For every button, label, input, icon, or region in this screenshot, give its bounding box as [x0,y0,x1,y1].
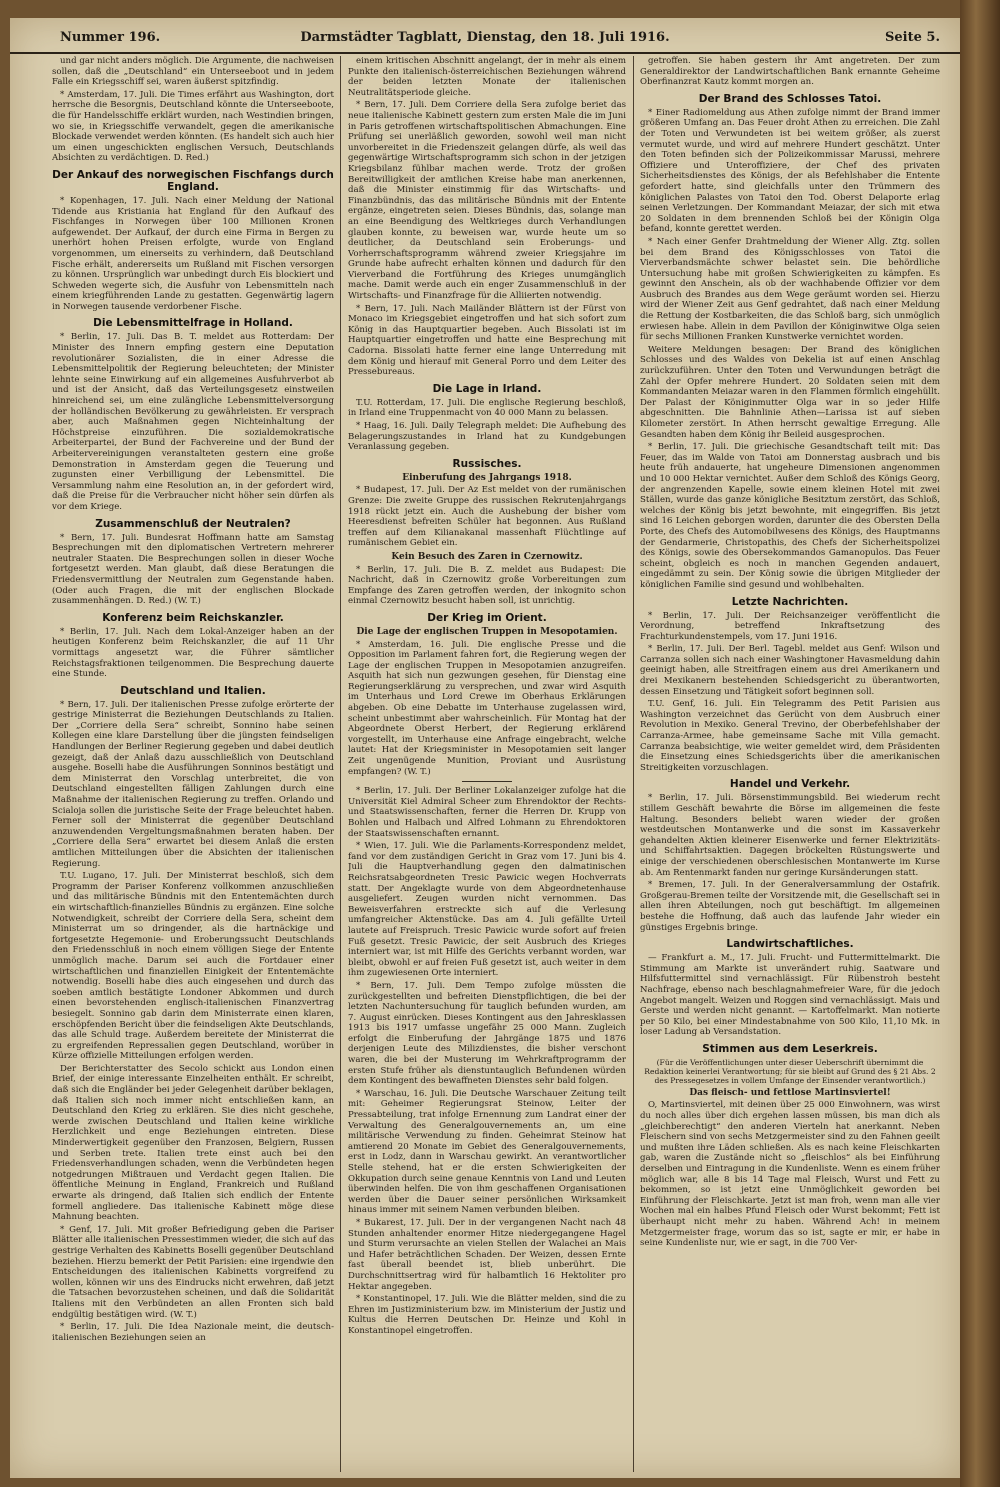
article-headline: Letzte Nachrichten. [731,595,849,608]
article-paragraph: * Berlin, 17. Juli. Der Berl. Tagebl. meldet aus Genf: Wilson und Carranza sollen sich nach einer Washingtoner Havasmeldung dahin geeinigt haben, alle Streitfragen einem aus drei Amerikanern und drei Mexikanern bestehenden Schiedsgericht zu überantworten, dessen Einsetzung und Tätigkeit sofort beginnen soll. [640,644,940,697]
article-headline: Konferenz beim Reichskanzler. [102,611,284,624]
article-paragraph: * Bukarest, 17. Juli. Der in der vergangenen Nacht nach 48 Stunden anhaltender enormer Hitze niedergegangene Hagel und Sturm verursachte an vielen Stellen der Walachei an Mais und Hafer beträchtlichen Schaden. Der Weizen, dessen Ernte fast überall beendet ist, blieb unberührt. Die Durchschnittsertrag wird für halbamtlich 16 Hektoliter pro Hektar angegeben. [348,1217,626,1292]
separator-line [462,781,512,782]
article-paragraph: * Berlin, 17. Juli. Die griechische Gesandtschaft teilt mit: Das Feuer, das im Walde von Tatoi am Donnerstag ausbrach und bis heute früh andauerte, hat ungeheure Dimensionen angenommen und 10 000 Hektar vernichtet. Außer dem Schloß des Königs Georg, der angrenzenden Kapelle, sowie einem kleinen Hotel mit zwei Ställen, wurde das ganze königliche Besitztum zerstört, das Schloß, welches der König bis jetzt bewohnte, mit eingegriffen. Bis jetzt sind 16 Leichen geborgen worden, darunter die des Obersten Della Porte, des Chefs des Automobilwesens des Königs, des Hauptmanns der Gendarmerie, Christopathis, des Chefs der Sicherheitspolizei des Königs, sowie des Obersekommandos Gamanopulos. Das Feuer scheint, obgleich es noch in manchen Gegenden andauert, eingedämmt zu sein. Der König sowie die übrigen Mitglieder der königlichen Familie sind gesund und wohlbehalten. [640,442,940,590]
article-paragraph: T.U. Genf, 16. Juli. Ein Telegramm des Petit Parisien aus Washington verzeichnet das Gerücht von dem Ausbruch einer Revolution in Mexiko. General Trevino, der Oberbefehlshaber der Carranza-Armee, habe gemeinsame Sache mit Villa gemacht. Carranza beabsichtige, wie weiter gemeldet wird, dem Präsidenten die Einsetzung eines Schiedsgerichts über die amerikanischen Streitigkeiten vorzuschlagen. [640,699,940,773]
article-paragraph: * Kopenhagen, 17. Juli. Nach einer Meldung der National Tidende aus Kristiania hat England für den Aufkauf des Fischfanges in Norwegen über 100 Millionen Kronen aufgewendet. Der Aufkauf, der durch eine Firma in Bergen zu unerhört hohen Preisen erfolgte, wurde von England vorgenommen, um einerseits zu verhindern, daß Deutschland Fische erhält, andererseits um Rußland mit Fischen versorgen zu können. Ursprünglich war unbedingt durch Eis blockiert und Schweden wegerte sich, die Ausfuhr von Lebensmitteln nach einem kriegführenden Lande zu gestatten. Gegenwärtig lagern in Norwegen tausende verdorbener Fische. [52,195,334,312]
article-paragraph: T.U. Lugano, 17. Juli. Der Ministerrat beschloß, sich dem Programm der Pariser Konferenz vollkommen anzuschließen und das militärische Bündnis mit den Ententemächten durch ein wirtschaftlich-finanzielles Bündnis zu ergänzen. Eine solche Notwendigkeit, schreibt der Corriere della Sera, scheint dem Ministerrat um so dringender, als die hartnäckige und fortgesetzte Hegemonie- und Eroberungssucht Deutschlands den Friedensschluß in noch einem völligen Siege der Entente unmöglich mache. Darum sei auch die Fortdauer einer wirtschaftlichen und finanziellen Einigkeit der Ententemächte notwendig. Boselli habe dies auch eingesehen und durch das soeben amtlich bestätigte Londoner Abkommen und durch einen bevorstehenden englisch-italienischen Finanzvertrag besiegelt. Sonnino gab darin dem Ministerrate einen klaren, erschöpfenden Bericht über die feindseligen Akte Deutschlands, das alle Schuld trage. Außerdem bereitete der Ministerrat die zu ergreifenden Repressalien gegen Deutschland, worüber in Kürze offizielle Mitteilungen erfolgen werden. [52,871,334,1062]
article-paragraph: * Nach einer Genfer Drahtmeldung der Wiener Allg. Ztg. sollen bei dem Brand des Königsschlosses von Tatoi die Vierverbandsmächte schwer belastet sein. Die behördliche Untersuchung habe mit großen Schwierigkeiten zu kämpfen. Es gewinnt den Anschein, als ob der wachhabende Offizier vor dem Ausbruch des Brandes aus dem Wege geräumt worden sei. Hierzu wird der Wiener Zeit aus Genf gedrahtet, daß nach einer Meldung die Rettung der Kostbarkeiten, die das Schloß barg, sich unmöglich erwiesen habe. Allein in dem Pavillon der Königinwitwe Olga seien für sechs Millionen Franken Kunstwerke vernichtet worden. [640,236,940,343]
article-headline: Stimmen aus dem Leserkreis. [702,1042,878,1055]
article-headline: Die Lage in Irland. [432,382,542,395]
article-paragraph: * Bern, 17. Juli. Dem Corriere della Sera zufolge beriet das neue italienische Kabinett gestern zum ersten Male die im Juni in Paris getroffenen wirtschaftspolitischen Abmachungen. Eine Prüfung sei unerläßlich geworden, sowohl weil man nicht unvorbereitet in die Friedenszeit gelangen dürfe, als weil das gegenwärtige Wirtschaftsprogramm sich schon in der jetzigen Kriegsbilanz fühlbar machen werde. Trotz der großen Bereitwilligkeit der amtlichen Kreise habe man anerkennen, daß die Minister einstimmig für das Wirtschafts- und Finanzbündnis, das das militärische Bündnis mit der Entente ergänze, eingetreten seien. Dieses Bündnis, das, solange man an eine Beendigung des Weltkrieges durch Verhandlungen glauben konnte, zu beweisen war, wurde heute um so deutlicher, da Deutschland sein Eroberungs- und Vorherrschaftsprogramm während zweier Kriegsjahre im Grunde habe aufrecht erhalten können und dadurch für den Vierverband die Fortführung des Krieges unumgänglich mache. Damit werde auch ein enger Zusammenschluß in der Wirtschafts- und Finanzfrage für die Alliierten notwendig. [348,100,626,302]
article-paragraph: * Bern, 17. Juli. Bundesrat Hoffmann hatte am Samstag Besprechungen mit den diplomatischen Vertretern mehrerer neutraler Staaten. Die Besprechungen sollen in dieser Woche fortgesetzt werden. Man glaubt, daß diese Beratungen die Friedensvermittlung der Neutralen zum Gegenstande haben. (Oder auch Fragen, die mit der englischen Blockade zusammenhängen. D. Red.) (W. T.) [52,532,334,607]
masthead [10,18,960,54]
article-paragraph: * Berlin, 17. Juli. Die Idea Nazionale meint, die deutsch-italienischen Beziehungen seien an [52,1322,334,1343]
columns [52,56,952,1472]
article-paragraph: * Bremen, 17. Juli. In der Generalversammlung der Ostafrik. Großgerau-Bremen teilte der Vorsitzende mit, die Gesellschaft sei in allen ihren Abteilungen, noch gut beschäftigt. Im allgemeinen bestehe die Hoffnung, daß auch das laufende Jahr wieder ein günstiges Ergebnis bringe. [640,880,940,933]
newspaper-title: Darmstädter Tagblatt, Dienstag, den 18. Juli 1916. [300,30,670,45]
article-headline: Landwirtschaftliches. [726,938,854,951]
article-paragraph: einem kritischen Abschnitt angelangt, der in mehr als einem Punkte den italienisch-österreichischen Beziehungen während der beiden letzten Monate der italienischen Neutralitätsperiode gleiche. [348,56,626,98]
column-rule [633,56,634,1472]
article-paragraph: * Bern, 17. Juli. Der italienischen Presse zufolge erörterte der gestrige Ministerrat die Beziehungen Deutschlands zu Italien. Der „Corriere della Sera“ schreibt, Sonnino habe seinen Kollegen eine klare Darstellung über die jüngsten feindseligen Handlungen der Berliner Regierung gegeben und dabei deutlich gezeigt, daß der Anlaß dazu ausschließlich von Deutschland ausgehe. Boselli habe die Ausführungen Sonninos bestätigt und dem Ministerrat den Vorschlag unterbreitet, die von Deutschland eingestellten fälligen Zahlungen durch eine Maßnahme der italienischen Regierung zu treffen. Orlando und Scialoja sollen die juristische Seite der Frage beleuchtet haben. Ferner soll der Ministerrat die gegenüber Deutschland anzuwendenden Vergeltungsmaßnahmen beraten haben. Der „Corriere della Sera“ erwartet bei diesem Anlaß die ersten amtlichen Mitteilungen über die Absichten der italienischen Regierung. [52,699,334,869]
page-number: Seite 5. [885,30,940,45]
article-paragraph: * Berlin, 17. Juli. Die B. Z. meldet aus Budapest: Die Nachricht, daß in Czernowitz große Vorbereitungen zum Empfange des Zaren getroffen werden, der inkognito schon einmal Czernowitz besucht haben soll, ist unrichtig. [348,564,626,607]
article-paragraph: * Bern, 17. Juli. Dem Tempo zufolge müssten die zurückgestellten und befreiten Dienstpflichtigen, die bei der letzten Nachuntersuchung für tauglich befunden wurden, am 7. August einrücken. Dieses Kontingent aus den Jahresklassen 1913 bis 1917 umfasse ungefähr 25 000 Mann. Zugleich erfolgt die Einberufung der Jahrgänge 1875 und 1876 derjenigen Leute des Milizdienstes, die bisher verschont waren, die bei der Musterung im Wehrkraftprogramm der ersten Stufe früher als dienstuntauglich Befundenen würden dem Kontingent des bewaffneten Dienstes sehr bald folgen. [348,980,626,1087]
article-paragraph: * Haag, 16. Juli. Daily Telegraph meldet: Die Aufhebung des Belagerungszustandes in Irland hat zu Kundgebungen Veranlassung gegeben. [348,421,626,453]
article-paragraph: * Amsterdam, 17. Juli. Die Times erfährt aus Washington, dort herrsche die Besorgnis, Deutschland könnte die Unterseeboote, die für Handelsschiffe erklärt wurden, nach Westindien bringen, wo sie, in Kriegsschiffe verwandelt, gegen die amerikanische Blockade verwendet werden könnten. (Es handelt sich auch hier um einen ungeschickten englischen Versuch, Deutschlands Absichten zu verdächtigen. D. Red.) [52,89,334,164]
article-headline: Handel und Verkehr. [729,778,851,791]
article-paragraph: Der Berichterstatter des Secolo schickt aus London einen Brief, der einige interessante Einzelheiten enthält. Er schreibt, daß sich die Engländer bei jeder Gelegenheit darüber beklagen, daß Italien sich noch immer nicht entschließen kann, an Deutschland den Krieg zu erklären. Sie dies nicht geschehe, werde zwischen Deutschland und Italien keine wirkliche Herzlichkeit und enge Beziehungen eintreten. Diese Minderwertigkeit gegenüber den Franzosen, Belgiern, Russen und Serben trete. Italien trete einst auch bei den Friedensverhandlungen schaden, wenn die Verbündeten hegen notgedrungen Mißtrauen und Verdacht gegen Italien. Die öffentliche Meinung in England, Frankreich und Rußland erwarte als dringend, daß Italien sich endlich der Entente formell angliedere. Das italienische Kabinett möge diese Mahnung beachten. [52,1063,334,1223]
article-subheadline: Die Lage der englischen Truppen in Mesopotamien. [356,626,618,637]
article-paragraph: und gar nicht anders möglich. Die Argumente, die nachweisen sollen, daß die „Deutschland“ ein Unterseeboot und in jedem Falle ein Kriegsschiff sei, waren äußerst spitzfindig. [52,56,334,88]
article-paragraph: O, Martinsviertel, mit deinen über 25 000 Einwohnern, was wirst du noch alles über dich ergehen lassen müssen, bis man dich als „gleichberechtigt“ den anderen Vierteln hat anerkannt. Neben Fleischern sind von sechs Metzgermeister sind zu den Fahnen geeilt und mußten ihre Läden schließen. Als es nach keine Fleischkarten gab, waren die Zustände nicht so „fleischlos“ als bei Einführung derselben und Eintragung in die Kundenliste. Wenn es einem früher möglich war, alle 8 bis 14 Tage mal Fleisch, Wurst und Fett zu bekommen, so ist jetzt eine Unmöglichkeit geworden bei Einführung der Fleischkarte. Jetzt ist man froh, wenn man alle vier Wochen mal ein halbes Pfund Fleisch oder Wurst bekommt; Fett ist überhaupt nicht mehr zu haben. Während Ach! in meinem Metzgermeister frage, worum das so ist, sagte er mir, er habe in seine Kundenliste nur, wie er sagt, in die 700 Ver- [640,1100,940,1249]
article-paragraph: * Budapest, 17. Juli. Der Az Est meldet von der rumänischen Grenze: Die zweite Gruppe des russischen Rekrutenjahrgangs 1918 rückt jetzt ein. Auch die Aushebung der bisher vom Heeresdienst befreiten Schüler hat begonnen. Aus Rußland treffen auf dem Kilianakanal massenhaft Flüchtlinge auf rumänischem Gebiet ein. [348,485,626,549]
article-paragraph: * Amsterdam, 16. Juli. Die englische Presse und die Opposition im Parlament fahren fort, die Regierung wegen der Lage der englischen Truppen in Mesopotamien anzugreifen. Asquith hat sich nun gezwungen gesehen, für Dienstag eine Regierungserklärung zu versprechen, und zwar wird Asquith im Unterhaus und Lord Crewe im Oberhaus Erklärungen abgeben. Ob eine Debatte im Unterhause zugelassen wird, scheint unbestimmt aber wahrscheinlich. Für Montag hat der Abgeordnete Oberst Herbert, der Regierung erklärend vorgestellt, im Unterhause eine Anfrage eingebracht, welche lautet: Hat der Kriegsminister in Mesopotamien seit langer Zeit ungenügende Munition, Proviant und Ausrüstung empfangen? (W. T.) [348,639,626,777]
article-subheadline: Kein Besuch des Zaren in Czernowitz. [391,551,583,562]
article-paragraph: * Bern, 17. Juli. Nach Mailänder Blättern ist der Fürst von Monaco im Kriegsgebiet eingetroffen und hat sich sofort zum König in das Hauptquartier begeben. Auch Bissolati ist im Hauptquartier eingetroffen und hatte eine Besprechung mit Cadorna. Bissolati hatte ferner eine lange Unterredung mit dem König und hierauf mit General Porro und dem Leiter des Pressebureaus. [348,303,626,378]
newspaper-page [10,18,960,1478]
article-headline: Zusammenschluß der Neutralen? [95,517,291,530]
article-paragraph: * Genf, 17. Juli. Mit großer Befriedigung geben die Pariser Blätter alle italienischen Pressestimmen wieder, die sich auf das gestrige Verhalten des Kabinetts Boselli gegenüber Deutschland beziehen. Hierzu bemerkt der Petit Parisien: eine irgendwie den Entscheidungen des italienischen Kabinetts vorgreifend zu wollen, können wir uns des Eindrucks nicht erwehren, daß jetzt die Tatsachen bevorzustehen scheinen, und daß die Solidarität Italiens mit den Verbündeten an allen Fronten sich bald endgültig bestätigen wird. (W. T.) [52,1224,334,1320]
issue-number: Nummer 196. [60,30,161,45]
article-paragraph: * Wien, 17. Juli. Wie die Parlaments-Korrespondenz meldet, fand vor dem zuständigen Gericht in Graz vom 17. Juni bis 4. Juli die Hauptverhandlung gegen den dalmatinischen Reichsratsabgeordneten Tresic Pawicic wegen Hochverrats statt. Der Angeklagte wurde von dem Abgeordnetenhause ausgeliefert. Zeugen wurden nicht vernommen. Das Beweisverfahren erstreckte sich auf die Verlesung umfangreicher Aktenstücke. Das am 4. Juli gefällte Urteil lautete auf Freispruch. Tresic Pawicic wurde sofort auf freien Fuß gesetzt. Tresic Pawicic, der seit Ausbruch des Krieges interniert war, ist mit Hilfe des Gerichts verbannt worden, war bleibt, obwohl er auf freien Fuß gesetzt ist, auch weiter in dem ihm zugewiesenen Orte interniert. [348,841,626,979]
article-paragraph: — Frankfurt a. M., 17. Juli. Frucht- und Futtermittelmarkt. Die Stimmung am Markte ist unverändert ruhig. Saatware und Hilfsfuttermittel sind vernachlässigt. Für Rübenstroh besteht Nachfrage, ebenso nach beschlagnahmefreier Ware, für die jedoch Angebot mangelt. Weizen und Roggen sind vernachlässigt. Mais und Gerste und werden nicht genannt. — Kartoffelmarkt. Man notierte per 50 Kilo, bei einer Mindestabnahme von 500 Kilo, 11,10 Mk. in loser Ladung ab Versandstation. [640,953,940,1038]
article-headline: Deutschland und Italien. [120,684,266,697]
article-headline: Der Ankauf des norwegischen Fischfangs durch England. [52,168,334,193]
column-rule [340,56,341,1472]
article-paragraph: * Warschau, 16. Juli. Die Deutsche Warschauer Zeitung teilt mit: Geheimer Regierungsrat Steinow, Leiter der Pressabteilung, trat infolge Ernennung zum Landrat einer der Verwaltung des Generalgouvernements an, um eine militärische Verwendung zu finden. Geheimrat Steinow hat amtierend 20 Monate im Gebiet des Generalgouvernements, erst in Lodz, dann in Warschau gewirkt. An verantwortlicher Stelle stehend, hat er die ersten Schwierigkeiten der Okkupation durch seine genaue Kenntnis von Land und Leuten überwinden helfen. Die von ihm geschaffenen Organisationen werden über die Dauer seiner persönlichen Wirksamkeit hinaus immer mit seinem Namen verbunden bleiben. [348,1088,626,1216]
article-paragraph: * Einer Radiomeldung aus Athen zufolge nimmt der Brand immer größeren Umfang an. Das Feuer droht Athen zu erreichen. Die Zahl der Toten und Verwundeten ist bei weitem größer, als zuerst vermutet wurde, und wird auf mehrere Hundert geschätzt. Unter den Toten befinden sich der Polizeikommissar Marussi, mehrere Offiziere und Unteroffiziere, der Chef des privaten Sicherheitsdienstes des Königs, der als Befehlshaber die Entente gefordert hatte, sind gleichfalls unter den Trümmern des königlichen Palastes von Tatoi den Tod. Oberst Delaporte erlag seinen Verletzungen. Der Kommandant Meiazar, der sich mit etwa 20 Soldaten in dem brennenden Schloß bei der Königin Olga befand, konnte gerettet werden. [640,107,940,235]
article-paragraph: Weitere Meldungen besagen: Der Brand des königlichen Schlosses und des Waldes von Dekelia ist auf einen Anschlag zurückzuführen. Unter den Toten und Verwundungen beträgt die Zahl der Opfer mehrere Hundert. 20 Soldaten seien mit dem Kommandanten Meiazar waren in den Flammen förmlich eingehüllt. Der Palast der Königinmutter Olga war in so jeder Hilfe abgeschnitten. Die Bahnlinie Athen—Larissa ist auf sieben Kilometer zerstört. In Athen herrscht gewaltige Erregung. Alle Gesandten haben dem König ihr Beileid ausgesprochen. [640,344,940,440]
column-2 [348,56,626,1472]
article-paragraph: * Berlin, 17. Juli. Das B. T. meldet aus Rotterdam: Der Minister des Innern empfing gestern eine Deputation revolutionärer Sozialisten, die in einer Adresse die Lebensmittelpolitik der Regierung beleuchteten; der Minister lehnte seine Einwirkung auf ein allgemeines Ausfuhrverbot ab und ist der Ansicht, daß das Verteilungsgesetz einstweilen hinreichend sei, um eine zulängliche Lebensmittelversorgung der holländischen Bevölkerung zu gewährleisten. Er versprach aber, auch Maßnahmen gegen Nichteinhaltung der Höchstpreise einzuführen. Die sozialdemokratische Arbeiterpartei, der Bund der Fachvereine und der Bund der Arbeitervereinigungen veranstalteten gestern eine große Demonstration in Amsterdam gegen die Teuerung und zugunsten einer Verbilligung der Lebensmittel. Die Versammlung nahm eine Resolution an, in der gefordert wird, daß die Preise für die Verbraucher nicht höher sein dürfen als vor dem Kriege. [52,332,334,512]
column-3 [640,56,940,1472]
article-headline: Russisches. [452,457,522,470]
article-paragraph: * Berlin, 17. Juli. Der Reichsanzeiger veröffentlicht die Verordnung, betreffend Inkraftsetzung des Frachturkundenstempels, vom 17. Juni 1916. [640,610,940,642]
article-headline: Der Krieg im Orient. [427,611,547,624]
article-headline: Der Brand des Schlosses Tatoi. [698,92,882,105]
article-subheadline: Einberufung des Jahrgangs 1918. [402,472,572,483]
editorial-note: (Für die Veröffentlichungen unter dieser Ueberschrift übernimmt die Redaktion keinerlei Verantwortung; für sie bleibt auf Grund des § 21 Abs. 2 des Pressegesetzes in vollem Umfange der Einsender verantwortlich.) [644,1057,936,1085]
article-headline: Die Lebensmittelfrage in Holland. [93,317,293,330]
article-paragraph: * Berlin, 17. Juli. Der Berliner Lokalanzeiger zufolge hat die Universität Kiel Admiral Scheer zum Ehrendoktor der Rechts- und Staatswissenschaften, ferner die Herren Dr. Krupp von Bohlen und Halbach und Alfred Lohmann zu Ehrendoktoren der Staatswissenschaften ernannt. [348,786,626,839]
column-1 [52,56,334,1472]
article-paragraph: getroffen. Sie haben gestern ihr Amt angetreten. Der zum Generaldirektor der Landwirtschaftlichen Bank ernannte Geheime Oberfinanzrat Kautz kommt morgen an. [640,56,940,88]
book-binding [960,0,1000,1487]
article-paragraph: * Berlin, 17. Juli. Nach dem Lokal-Anzeiger haben an der heutigen Konferenz beim Reichskanzler, die auf 11 Uhr vormittags angesetzt war, die Führer sämtlicher Reichstagsfraktionen teilgenommen. Die Besprechung dauerte eine Stunde. [52,626,334,680]
article-subheadline: Das fleisch- und fettlose Martinsviertel! [689,1087,891,1098]
article-paragraph: * Berlin, 17. Juli. Börsenstimmungsbild. Bei wiederum recht stillem Geschäft bewahrte die Börse im allgemeinen die feste Haltung. Besonders beliebt waren wieder der großen westdeutschen Montanwerke und die sonst im Kassaverkehr gehandelten Aktien kleinerer Eisenwerke und ferner Elektrizitäts- und Schiffahrtsaktien. Dagegen bröckelten Rüstungswerte und einige der verschiedenen oberschlesischen Montanwerte im Kurse ab. Am Rentenmarkt fanden nur geringe Kursänderungen statt. [640,793,940,878]
article-paragraph: T.U. Rotterdam, 17. Juli. Die englische Regierung beschloß, in Irland eine Truppenmacht von 40 000 Mann zu belassen. [348,397,626,419]
article-paragraph: * Konstantinopel, 17. Juli. Wie die Blätter melden, sind die zu Ehren im Justizministerium bzw. im Ministerium der Justiz und Kultus die Herren Deutschen Dr. Heinze und Kohl in Konstantinopel eingetroffen. [348,1294,626,1336]
